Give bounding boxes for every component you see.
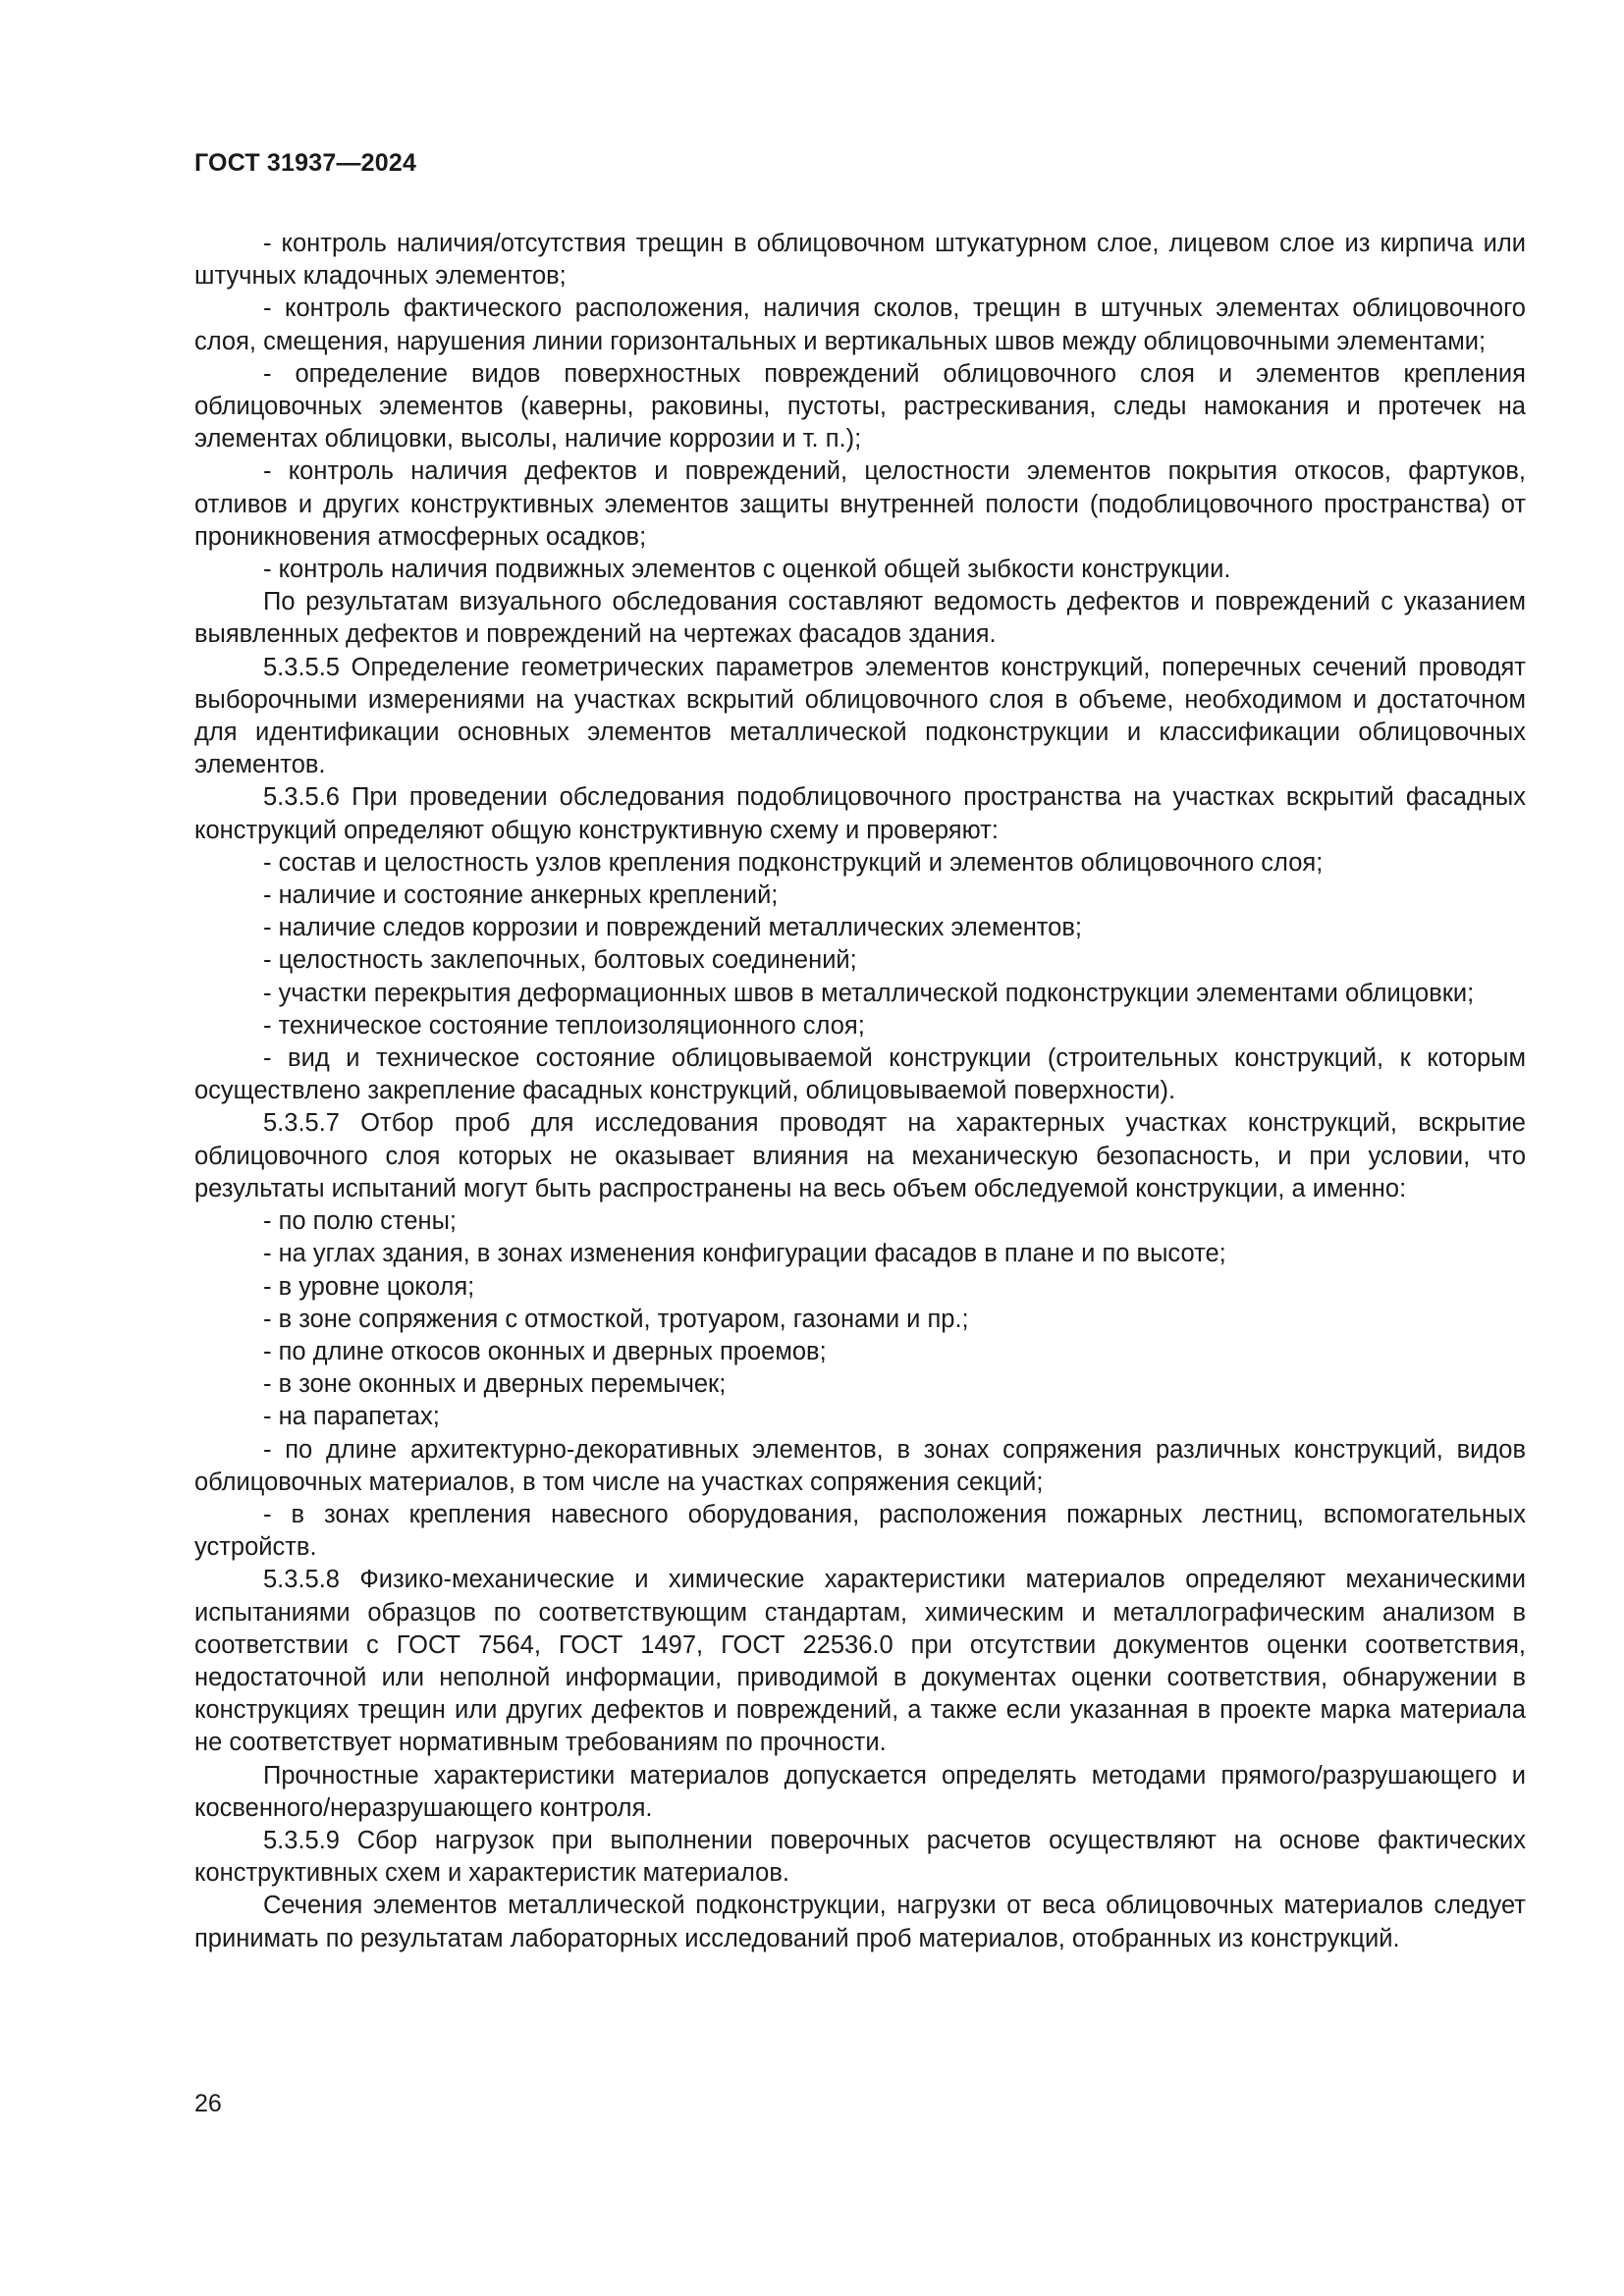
bullet-paragraph: - участки перекрытия деформационных швов в металлической подконструкции элементами облицовки; (263, 979, 1475, 1007)
bullet-paragraph: - наличие и состояние анкерных креплений; (263, 881, 779, 910)
bullet-paragraph: - в зоне оконных и дверных перемычек; (263, 1370, 727, 1399)
bullet-paragraph: - наличие следов коррозии и повреждений металлических элементов; (263, 914, 1082, 942)
clause-5-3-5-9: 5.3.5.9 Сбор нагрузок при выполнении поверочных расчетов осуществляют на основе фактических конструктивных схем и характеристик материалов. (194, 1826, 1526, 1888)
bullet-paragraph: - контроль наличия дефектов и повреждений, целостности элементов покрытия откосов, фартуков, отливов и других конструктивных элементов защиты внутренней полости (подоблицовочного пространства) от проникновения атмосферных осадков; (194, 457, 1526, 551)
bullet-paragraph: - в зонах крепления навесного оборудования, расположения пожарных лестниц, вспомогательных устройств. (194, 1500, 1526, 1562)
bullet-paragraph: - по длине откосов оконных и дверных проемов; (263, 1337, 827, 1365)
bullet-paragraph: - контроль наличия/отсутствия трещин в облицовочном штукатурном слое, лицевом слое из кирпича или штучных кладочных элементов; (194, 230, 1526, 291)
bullet-paragraph: - на углах здания, в зонах изменения конфигурации фасадов в плане и по высоте; (263, 1240, 1226, 1268)
bullet-paragraph: - определение видов поверхностных повреждений облицовочного слоя и элементов крепления облицовочных элементов (каверны, раковины, пустоты, растрескивания, следы намокания и протечек на элементах облицовки, высолы, наличие коррозии и т. п.); (194, 359, 1526, 454)
document-body (194, 228, 1526, 1955)
bullet-paragraph: - на парапетах; (263, 1403, 440, 1431)
document-header: ГОСТ 31937—2024 (194, 149, 417, 177)
page-number: 26 (194, 2090, 222, 2117)
bullet-paragraph: - контроль фактического расположения, наличия сколов, трещин в штучных элементах облицовочного слоя, смещения, нарушения линии горизонтальных и вертикальных швов между облицовочными элементами; (194, 294, 1526, 355)
clause-5-3-5-8: 5.3.5.8 Физико-механические и химические характеристики материалов определяют механическими испытаниями образцов по соответствующим стандартам, химическим и металлографическим анализом в соответствии с ГОСТ 7564, ГОСТ 1497, ГОСТ 22536.0 при отсутствии документов оценки соответствия, недостаточной или неполной информации, приводимой в документах оценки соответствия, обнаружении в конструкциях трещин или других дефектов и повреждений, а также если указанная в проекте марка материала не соответствует нормативным требованиям по прочности. (194, 1566, 1526, 1757)
bullet-paragraph: - контроль наличия подвижных элементов с оценкой общей зыбкости конструкции. (263, 556, 1231, 584)
bullet-paragraph: - в зоне сопряжения с отмосткой, тротуаром, газонами и пр.; (263, 1305, 969, 1333)
bullet-paragraph: - техническое состояние теплоизоляционного слоя; (263, 1011, 865, 1040)
bullet-paragraph: - состав и целостность узлов крепления подконструкций и элементов облицовочного слоя; (263, 848, 1324, 877)
body-paragraph: По результатам визуального обследования составляют ведомость дефектов и повреждений с указанием выявленных дефектов и повреждений на чертежах фасадов здания. (194, 588, 1526, 649)
bullet-paragraph: - по длине архитектурно-декоративных элементов, в зонах сопряжения различных конструкций, видов облицовочных материалов, в том числе на участках сопряжения секций; (194, 1435, 1526, 1496)
body-paragraph: Сечения элементов металлической подконструкции, нагрузки от веса облицовочных материалов следует принимать по результатам лабораторных исследований проб материалов, отобранных из конструкций. (194, 1892, 1526, 1952)
clause-5-3-5-7: 5.3.5.7 Отбор проб для исследования проводят на характерных участках конструкций, вскрытие облицовочного слоя которых не оказывает влияния на механическую безопасность, и при условии, что результаты испытаний могут быть распространены на весь объем обследуемой конструкции, а именно: (194, 1109, 1526, 1202)
clause-5-3-5-6: 5.3.5.6 При проведении обследования подоблицовочного пространства на участках вскрытий фасадных конструкций определяют общую конструктивную схему и проверяют: (194, 783, 1526, 844)
bullet-paragraph: - в уровне цоколя; (263, 1272, 475, 1301)
bullet-paragraph: - вид и техническое состояние облицовываемой конструкции (строительных конструкций, к которым осуществлено закрепление фасадных конструкций, облицовываемой поверхности). (194, 1044, 1526, 1105)
clause-5-3-5-5: 5.3.5.5 Определение геометрических параметров элементов конструкций, поперечных сечений проводят выборочными измерениями на участках вскрытий облицовочного слоя в объеме, необходимом и достаточном для идентификации основных элементов металлической подконструкции и классификации облицовочных элементов. (194, 653, 1526, 779)
body-paragraph: Прочностные характеристики материалов допускается определять методами прямого/разрушающего и косвенного/неразрушающего контроля. (194, 1761, 1526, 1822)
bullet-paragraph: - целостность заклепочных, болтовых соединений; (263, 946, 857, 975)
bullet-paragraph: - по полю стены; (263, 1207, 457, 1236)
